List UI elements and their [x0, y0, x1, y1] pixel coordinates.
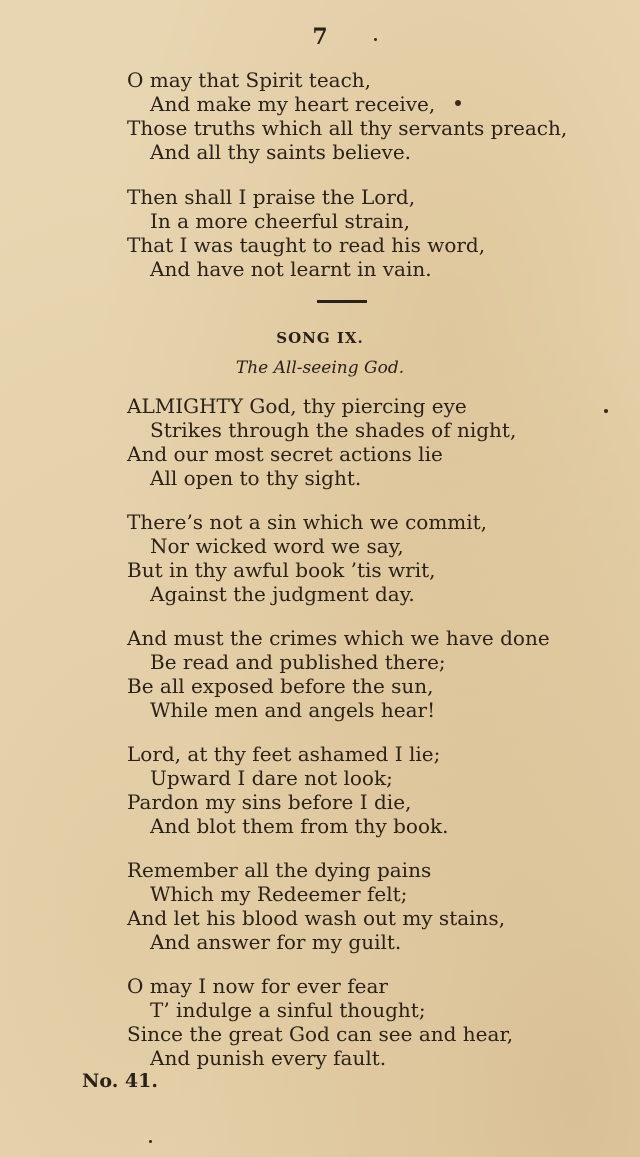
verse-line: And have not learnt in vain. — [150, 257, 432, 281]
verse-line: And blot them from thy book. — [150, 814, 449, 838]
verse-line: Which my Redeemer felt; — [150, 882, 408, 906]
verse-line: Nor wicked word we say, — [150, 534, 404, 558]
verse-line: There’s not a sin which we commit, — [127, 510, 488, 534]
page-number: 7 — [312, 24, 328, 50]
verse-line: Upward I dare not look; — [150, 766, 393, 790]
verse-line: While men and angels hear! — [150, 698, 436, 722]
verse-line: Remember all the dying pains — [127, 858, 432, 882]
verse-line: That I was taught to read his word, — [127, 233, 486, 257]
verse-line: O may I now for ever fear — [127, 974, 388, 998]
ink-speck — [455, 100, 461, 106]
verse-line: But in thy awful book ’tis writ, — [127, 558, 436, 582]
verse-line: And our most secret actions lie — [127, 442, 443, 466]
verse-line: And answer for my guilt. — [150, 930, 402, 954]
verse-line: Since the great God can see and hear, — [127, 1022, 514, 1046]
signature-mark: No. 41. — [82, 1070, 158, 1092]
verse-line: And must the crimes which we have done — [127, 626, 550, 650]
verse-line: And all thy saints believe. — [150, 140, 412, 164]
section-divider — [317, 300, 367, 303]
song-title: SONG IX. — [276, 329, 364, 347]
ink-speck — [374, 38, 377, 41]
verse-line: Against the judgment day. — [150, 582, 415, 606]
verse-line: Pardon my sins before I die, — [127, 790, 412, 814]
verse-line: In a more cheerful strain, — [150, 209, 410, 233]
ink-speck — [149, 1140, 152, 1143]
song-subtitle: The All-seeing God. — [235, 358, 405, 378]
verse-line: And punish every fault. — [150, 1046, 387, 1070]
verse-line: Then shall I praise the Lord, — [127, 185, 416, 209]
verse-line: Lord, at thy feet ashamed I lie; — [127, 742, 441, 766]
verse-line: Be all exposed before the sun, — [127, 674, 434, 698]
verse-line: All open to thy sight. — [150, 466, 362, 490]
ink-speck — [604, 409, 608, 413]
verse-line: ALMIGHTY God, thy piercing eye — [127, 394, 467, 418]
verse-line: Strikes through the shades of night, — [150, 418, 517, 442]
verse-line: Those truths which all thy servants preach, — [127, 116, 568, 140]
verse-line: And make my heart receive, — [150, 92, 436, 116]
verse-line: O may that Spirit teach, — [127, 68, 372, 92]
verse-line: Be read and published there; — [150, 650, 446, 674]
verse-line: T’ indulge a sinful thought; — [150, 998, 426, 1022]
verse-line: And let his blood wash out my stains, — [127, 906, 506, 930]
